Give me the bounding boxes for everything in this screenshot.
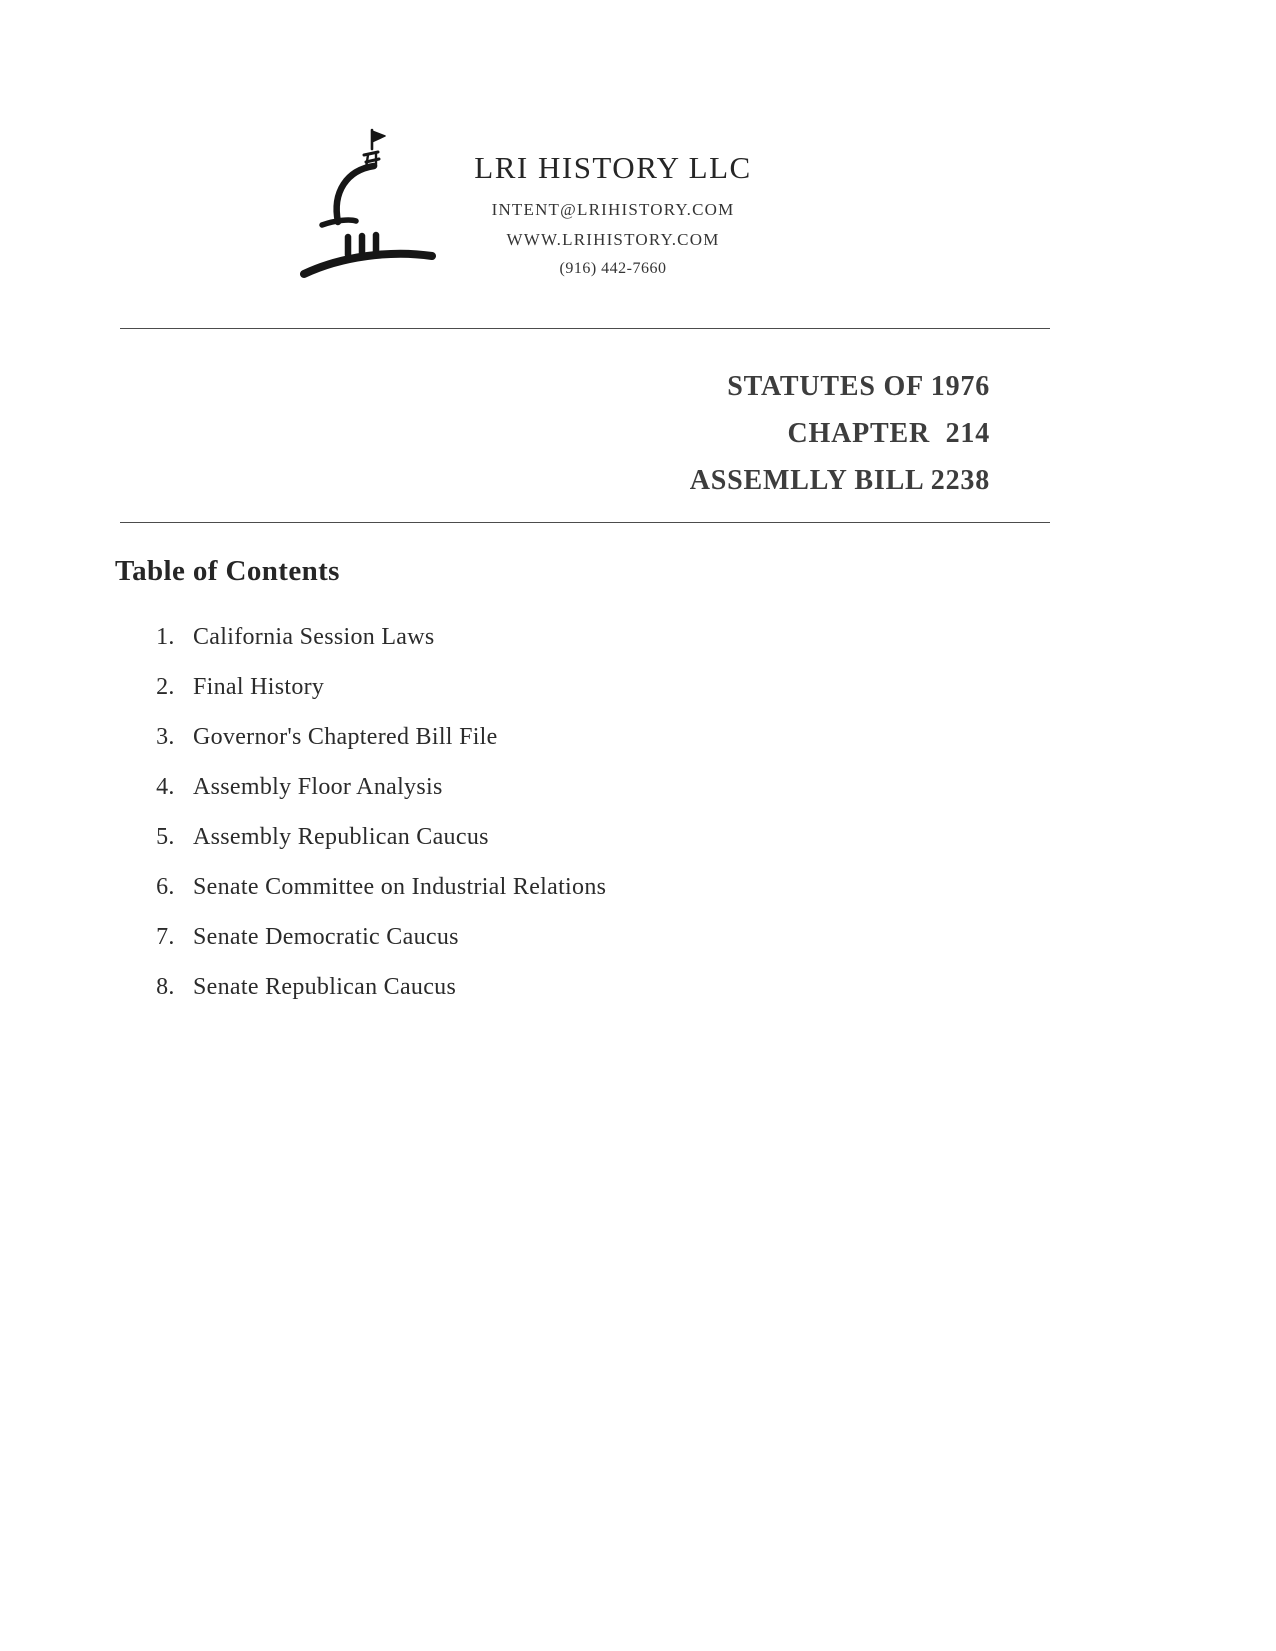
toc-item: 2. Final History [181, 674, 1276, 701]
toc-heading: Table of Contents [115, 555, 340, 587]
divider-bottom [120, 522, 1050, 523]
toc-item: 6. Senate Committee on Industrial Relations [181, 874, 1276, 901]
toc-item: 8. Senate Republican Caucus [181, 974, 1276, 1001]
letterhead-contact [468, 150, 758, 278]
letterhead [0, 0, 1276, 284]
title-block [120, 363, 990, 504]
toc-item: 7. Senate Democratic Caucus [181, 924, 1276, 951]
company-phone: (916) 442-7660 [559, 260, 667, 277]
toc-item: 1. California Session Laws [181, 624, 1276, 651]
divider-top [120, 328, 1050, 329]
company-email: INTENT@LRIHISTORY.COM [491, 200, 735, 219]
table-of-contents [115, 555, 1276, 1001]
title-line-statutes: STATUTES OF 1976 [727, 371, 990, 402]
toc-item: 3. Governor's Chaptered Bill File [181, 724, 1276, 751]
toc-item: 4. Assembly Floor Analysis [181, 774, 1276, 801]
capitol-logo [292, 122, 444, 284]
toc-list [115, 624, 1276, 1001]
capitol-sketch-icon [292, 122, 444, 284]
title-line-chapter: CHAPTER 214 [787, 418, 990, 449]
company-name: LRI HISTORY LLC [474, 150, 752, 185]
company-website: WWW.LRIHISTORY.COM [506, 230, 720, 249]
title-line-bill: ASSEMLLY BILL 2238 [689, 465, 990, 496]
toc-item: 5. Assembly Republican Caucus [181, 824, 1276, 851]
